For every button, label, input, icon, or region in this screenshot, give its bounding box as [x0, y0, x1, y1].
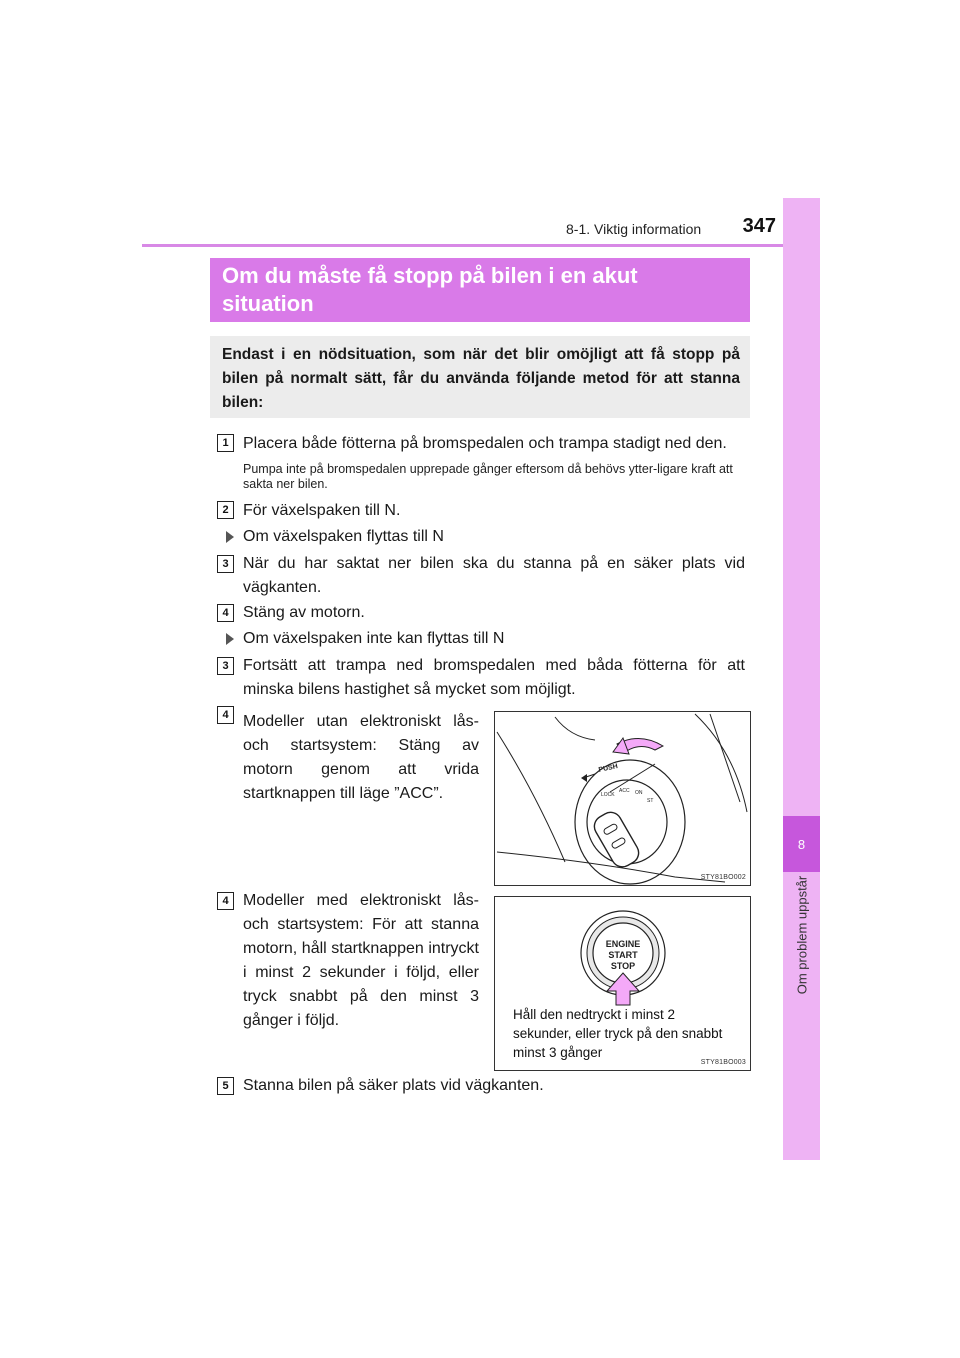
step-number-3b: 3	[217, 657, 234, 675]
step-2-text: För växelspaken till N.	[243, 502, 401, 519]
page-number: 347	[742, 215, 776, 237]
intro-box	[210, 336, 750, 418]
chapter-number-tab[interactable]	[783, 816, 820, 872]
section-heading-box	[210, 258, 750, 322]
section-heading-line1: Om du måste få stopp på bilen i en akut	[222, 263, 638, 288]
section-title: 8-1. Viktig information	[566, 221, 702, 237]
triangle-bullet-icon	[226, 531, 234, 543]
step-4-text: Stäng av motorn.	[243, 604, 365, 621]
button-line1: ENGINE	[605, 939, 641, 949]
step-number-1: 1	[217, 434, 234, 452]
step-3b-text: Fortsätt att trampa ned bromspedalen med båda fötterna för att minska bilens hastighet så mycket som möjligt.	[243, 657, 745, 698]
on-label: ON	[635, 790, 643, 796]
step-number-2: 2	[217, 501, 234, 519]
triangle-bullet-icon	[226, 633, 234, 645]
ignition-key-figure	[494, 711, 751, 886]
step-3-text: När du har saktat ner bilen ska du stanna på en säker plats vid vägkanten.	[243, 555, 745, 596]
ignition-key-illustration	[495, 712, 750, 885]
step-number-4: 4	[217, 604, 234, 622]
figure-code: STY81BO003	[700, 1059, 746, 1066]
acc-label: ACC	[619, 788, 630, 794]
step-number-3: 3	[217, 555, 234, 573]
start-label: ST	[647, 798, 654, 804]
engine-start-stop-figure	[494, 896, 751, 1071]
step-4a-text: Modeller utan elektroniskt lås- och startsystem: Stäng av motorn genom att vrida startknappen till läge ”ACC”.	[243, 713, 479, 802]
header-rule	[142, 244, 818, 247]
section-heading	[210, 258, 750, 318]
chapter-side-tab	[783, 198, 820, 1160]
step-1-text: Placera både fötterna på bromspedalen och trampa stadigt ned den.	[243, 435, 727, 452]
chapter-number: 8	[797, 837, 806, 852]
step-1-note: Pumpa inte på bromspedalen upprepade gånger eftersom då behövs ytter-ligare kraft att sakta ner bilen.	[243, 462, 733, 491]
step-5-text: Stanna bilen på säker plats vid vägkanten.	[243, 1077, 544, 1094]
step-number-4b: 4	[217, 892, 234, 910]
section-heading-line2: situation	[222, 291, 314, 316]
step-number-4a: 4	[217, 706, 234, 724]
figure-code: STY81BO002	[700, 874, 746, 881]
step-number-5: 5	[217, 1077, 234, 1095]
push-label: PUSH	[597, 763, 619, 774]
chapter-title: Om problem uppstår	[794, 875, 809, 995]
button-line3: STOP	[610, 961, 636, 971]
figure-caption: Håll den nedtryckt i minst 2 sekunder, eller tryck på den snabbt minst 3 gånger	[513, 1007, 723, 1060]
button-line2: START	[608, 950, 638, 960]
condition-2: Om växelspaken inte kan flyttas till N	[243, 630, 505, 647]
lock-label: LOCK	[601, 792, 615, 798]
condition-1: Om växelspaken flyttas till N	[243, 528, 444, 545]
step-4b-text: Modeller med elektroniskt lås- och startsystem: För att stanna motorn, håll startknappen intryckt i minst 2 sekunder i följd, eller tryck snabbt på den minst 3 gånger i följd.	[243, 892, 479, 1029]
intro-text: Endast i en nödsituation, som när det blir omöjligt att få stopp på bilen på normalt sätt, får du använda följande metod för att stanna bilen:	[222, 346, 740, 411]
chapter-title-tab	[783, 875, 820, 995]
